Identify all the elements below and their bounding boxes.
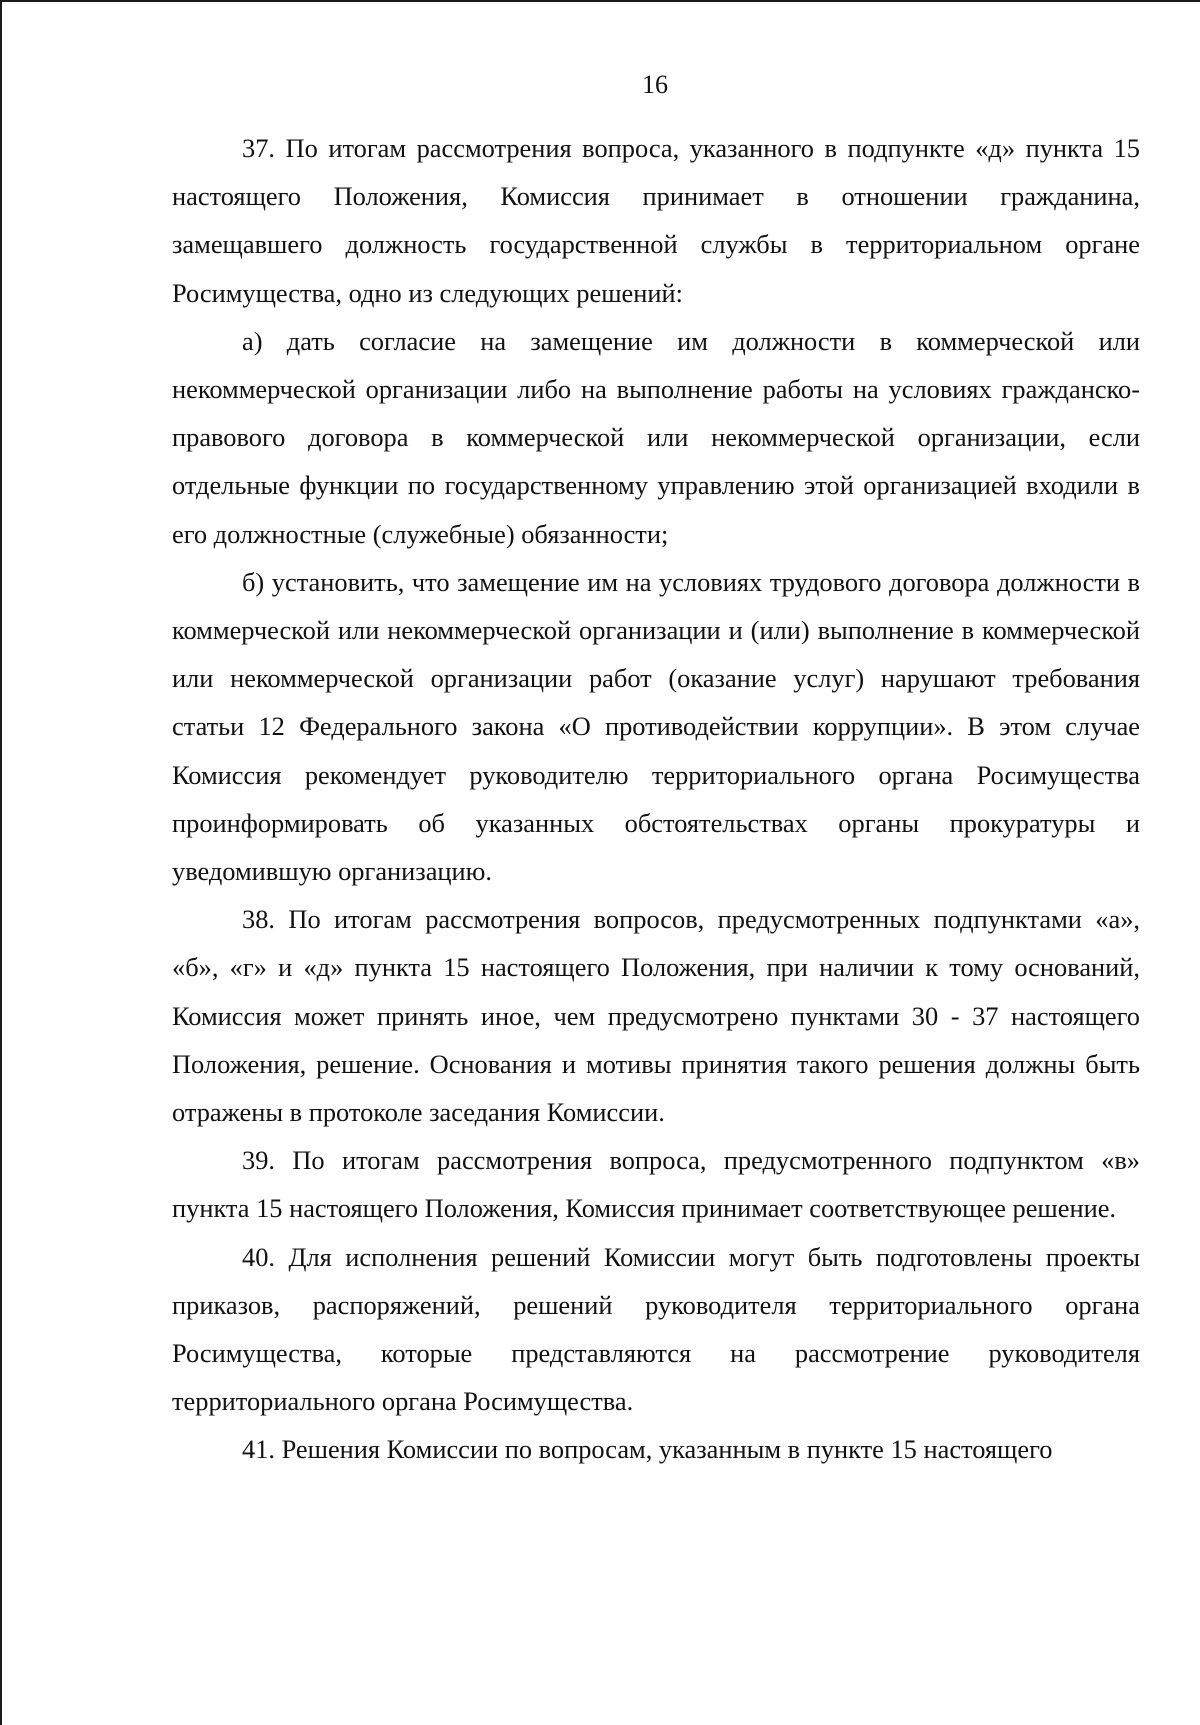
paragraph-37-b: б) установить, что замещение им на условиях трудового договора должности в коммерческой или некоммерческой организации и (или) выполнение в коммерческой или некоммерческой организации работ (оказание услуг) нарушают требования статьи 12 Федерального закона «О противодействии коррупции». В этом случае Комиссия рекомендует руководителю территориального органа Росимущества проинформировать об указанных обстоятельствах органы прокуратуры и уведомившую организацию.	[172, 566, 1140, 887]
paragraph-38: 38. По итогам рассмотрения вопросов, предусмотренных подпунктами «а», «б», «г» и «д» пункта 15 настоящего Положения, при наличии к тому оснований, Комиссия может принять иное, чем предусмотрено пунктами 30 - 37 настоящего Положения, решение. Основания и мотивы принятия такого решения должны быть отражены в протоколе заседания Комиссии.	[172, 904, 1140, 1128]
paragraph-37: 37. По итогам рассмотрения вопроса, указанного в подпункте «д» пункта 15 настоящего Положения, Комиссия принимает в отношении гражданина, замещавшего должность государственной службы в территориальном органе Росимущества, одно из следующих решений:	[172, 133, 1140, 308]
document-body	[172, 124, 1140, 1474]
paragraph-39: 39. По итогам рассмотрения вопроса, предусмотренного подпунктом «в» пункта 15 настоящего Положения, Комиссия принимает соответствующее решение.	[172, 1145, 1140, 1224]
paragraph-37-a: а) дать согласие на замещение им должности в коммерческой или некоммерческой организации либо на выполнение работы на условиях гражданско-правового договора в коммерческой или некоммерческой организации, если отдельные функции по государственному управлению этой организацией входили в его должностные (служебные) обязанности;	[172, 325, 1140, 549]
paragraph-41: 41. Решения Комиссии по вопросам, указанным в пункте 15 настоящего	[242, 1434, 1053, 1465]
paragraph-40: 40. Для исполнения решений Комиссии могут быть подготовлены проекты приказов, распоряжений, решений руководителя территориального органа Росимущества, которые представляются на рассмотрение руководителя территориального органа Росимущества.	[172, 1241, 1140, 1417]
page-number: 16	[642, 70, 668, 99]
scan-border-top	[0, 0, 1200, 2]
scan-border-left	[0, 0, 2, 1725]
